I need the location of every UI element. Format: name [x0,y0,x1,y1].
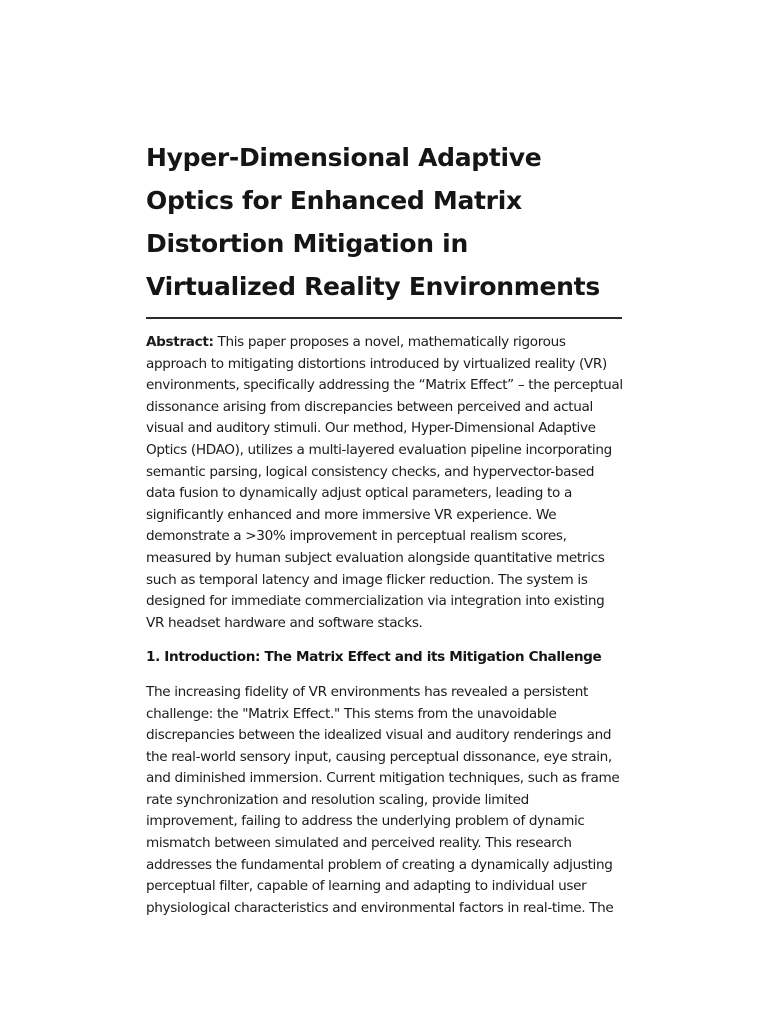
paper-title: Hyper-Dimensional Adaptive Optics for Enhanced Matrix Distortion Mitigation in Virtualized Reality Environments [146,143,600,301]
abstract-label: Abstract: [146,334,214,350]
paper-page [146,136,624,919]
abstract-text: This paper proposes a novel, mathematically rigorous approach to mitigating distortions introduced by virtualized reality (VR) environments, specifically addressing the “Matrix Effect” – the perceptual dissonance arising from discrepancies between perceived and actual visual and auditory stimuli. Our method, Hyper-Dimensional Adaptive Optics (HDAO), utilizes a multi-layered evaluation pipeline incorporating semantic parsing, logical consistency checks, and hypervector-based data fusion to dynamically adjust optical parameters, leading to a significantly enhanced and more immersive VR experience. We demonstrate a >30% improvement in perceptual realism scores, measured by human subject evaluation alongside quantitative metrics such as temporal latency and image flicker reduction. The system is designed for immediate commercialization via integration into existing VR headset hardware and software stacks. [146,334,623,631]
title-divider [146,317,622,319]
abstract-paragraph [146,332,624,634]
section-heading-introduction: 1. Introduction: The Matrix Effect and its Mitigation Challenge [146,649,602,666]
introduction-paragraph: The increasing fidelity of VR environments has revealed a persistent challenge: the "Matrix Effect." This stems from the unavoidable discrepancies between the idealized visual and auditory renderings and the real-world sensory input, causing perceptual dissonance, eye strain, and diminished immersion. Current mitigation techniques, such as frame rate synchronization and resolution scaling, provide limited improvement, failing to address the underlying problem of dynamic mismatch between simulated and perceived reality. This research addresses the fundamental problem of creating a dynamically adjusting perceptual filter, capable of learning and adapting to individual user physiological characteristics and environmental factors in real-time. The [146,683,620,916]
